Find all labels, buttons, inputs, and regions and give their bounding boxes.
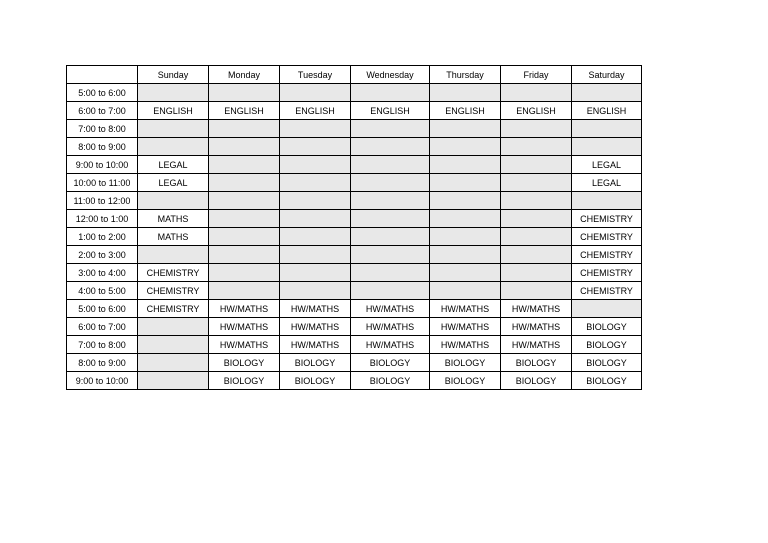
time-slot-label: 8:00 to 9:00: [67, 354, 138, 372]
schedule-cell: BIOLOGY: [351, 372, 430, 390]
schedule-cell: [430, 192, 501, 210]
day-header-saturday: Saturday: [572, 66, 642, 84]
schedule-cell: [209, 156, 280, 174]
table-row: [67, 336, 642, 354]
schedule-cell: [209, 282, 280, 300]
schedule-cell: [280, 264, 351, 282]
schedule-cell: [430, 264, 501, 282]
day-header-tuesday: Tuesday: [280, 66, 351, 84]
schedule-cell: [430, 84, 501, 102]
schedule-cell: [351, 138, 430, 156]
table-row: [67, 192, 642, 210]
schedule-cell: [501, 264, 572, 282]
table-row: [67, 210, 642, 228]
table-row: [67, 84, 642, 102]
schedule-cell: BIOLOGY: [430, 372, 501, 390]
schedule-cell: BIOLOGY: [572, 318, 642, 336]
schedule-cell: [209, 228, 280, 246]
schedule-cell: [572, 84, 642, 102]
table-row: [67, 264, 642, 282]
schedule-cell: [280, 138, 351, 156]
table-row: [67, 282, 642, 300]
schedule-cell: [501, 210, 572, 228]
schedule-cell: [209, 264, 280, 282]
schedule-cell: CHEMISTRY: [138, 264, 209, 282]
schedule-cell: [572, 300, 642, 318]
table-row: [67, 354, 642, 372]
time-slot-label: 11:00 to 12:00: [67, 192, 138, 210]
schedule-cell: CHEMISTRY: [138, 300, 209, 318]
schedule-cell: BIOLOGY: [501, 354, 572, 372]
time-slot-label: 5:00 to 6:00: [67, 300, 138, 318]
schedule-cell: [351, 282, 430, 300]
schedule-cell: HW/MATHS: [280, 318, 351, 336]
schedule-cell: [351, 228, 430, 246]
schedule-cell: [351, 210, 430, 228]
schedule-cell: ENGLISH: [209, 102, 280, 120]
schedule-cell: [138, 138, 209, 156]
schedule-cell: [280, 210, 351, 228]
schedule-cell: BIOLOGY: [501, 372, 572, 390]
schedule-cell: [209, 138, 280, 156]
schedule-cell: HW/MATHS: [430, 300, 501, 318]
schedule-cell: [209, 120, 280, 138]
schedule-cell: ENGLISH: [351, 102, 430, 120]
schedule-cell: HW/MATHS: [280, 300, 351, 318]
schedule-cell: [351, 246, 430, 264]
schedule-cell: [501, 282, 572, 300]
schedule-cell: [138, 336, 209, 354]
schedule-cell: BIOLOGY: [572, 372, 642, 390]
schedule-cell: [209, 210, 280, 228]
day-header-thursday: Thursday: [430, 66, 501, 84]
schedule-cell: [430, 228, 501, 246]
day-header-sunday: Sunday: [138, 66, 209, 84]
schedule-cell: [501, 246, 572, 264]
schedule-cell: [572, 138, 642, 156]
schedule-cell: [280, 84, 351, 102]
schedule-cell: CHEMISTRY: [572, 210, 642, 228]
schedule-cell: CHEMISTRY: [572, 282, 642, 300]
schedule-cell: CHEMISTRY: [572, 246, 642, 264]
schedule-cell: [209, 246, 280, 264]
table-row: [67, 228, 642, 246]
schedule-cell: [501, 138, 572, 156]
schedule-cell: HW/MATHS: [501, 300, 572, 318]
schedule-cell: [430, 210, 501, 228]
schedule-cell: [138, 318, 209, 336]
schedule-cell: [501, 84, 572, 102]
time-slot-label: 10:00 to 11:00: [67, 174, 138, 192]
day-header-wednesday: Wednesday: [351, 66, 430, 84]
day-header-monday: Monday: [209, 66, 280, 84]
schedule-cell: HW/MATHS: [351, 300, 430, 318]
schedule-cell: ENGLISH: [138, 102, 209, 120]
timetable-header: [67, 66, 642, 84]
schedule-cell: [138, 246, 209, 264]
schedule-cell: ENGLISH: [430, 102, 501, 120]
table-row: [67, 138, 642, 156]
time-slot-label: 4:00 to 5:00: [67, 282, 138, 300]
table-row: [67, 372, 642, 390]
time-slot-label: 9:00 to 10:00: [67, 156, 138, 174]
time-slot-label: 7:00 to 8:00: [67, 336, 138, 354]
schedule-cell: HW/MATHS: [280, 336, 351, 354]
schedule-cell: [572, 120, 642, 138]
time-slot-label: 6:00 to 7:00: [67, 318, 138, 336]
schedule-cell: [430, 156, 501, 174]
schedule-cell: [280, 174, 351, 192]
schedule-cell: [209, 192, 280, 210]
schedule-cell: HW/MATHS: [209, 336, 280, 354]
day-header-friday: Friday: [501, 66, 572, 84]
corner-cell: [67, 66, 138, 84]
schedule-cell: HW/MATHS: [501, 336, 572, 354]
timetable-body: [67, 84, 642, 390]
time-slot-label: 9:00 to 10:00: [67, 372, 138, 390]
table-row: [67, 102, 642, 120]
schedule-cell: [351, 84, 430, 102]
schedule-cell: [280, 228, 351, 246]
schedule-cell: [351, 264, 430, 282]
schedule-cell: [501, 174, 572, 192]
schedule-cell: [280, 282, 351, 300]
schedule-cell: CHEMISTRY: [572, 228, 642, 246]
schedule-cell: [209, 174, 280, 192]
schedule-cell: [209, 84, 280, 102]
schedule-cell: LEGAL: [138, 174, 209, 192]
schedule-cell: [138, 120, 209, 138]
time-slot-label: 7:00 to 8:00: [67, 120, 138, 138]
schedule-cell: [501, 228, 572, 246]
time-slot-label: 6:00 to 7:00: [67, 102, 138, 120]
schedule-cell: BIOLOGY: [351, 354, 430, 372]
table-row: [67, 174, 642, 192]
header-row: [67, 66, 642, 84]
table-row: [67, 318, 642, 336]
schedule-cell: LEGAL: [572, 156, 642, 174]
schedule-cell: [572, 192, 642, 210]
schedule-cell: [351, 174, 430, 192]
schedule-cell: HW/MATHS: [501, 318, 572, 336]
schedule-cell: [280, 192, 351, 210]
time-slot-label: 5:00 to 6:00: [67, 84, 138, 102]
schedule-cell: HW/MATHS: [351, 336, 430, 354]
schedule-cell: HW/MATHS: [209, 300, 280, 318]
schedule-cell: [138, 192, 209, 210]
time-slot-label: 2:00 to 3:00: [67, 246, 138, 264]
schedule-cell: [138, 354, 209, 372]
schedule-cell: HW/MATHS: [430, 336, 501, 354]
schedule-cell: [351, 192, 430, 210]
schedule-cell: [501, 120, 572, 138]
schedule-cell: MATHS: [138, 228, 209, 246]
table-row: [67, 120, 642, 138]
schedule-cell: HW/MATHS: [209, 318, 280, 336]
schedule-cell: BIOLOGY: [209, 372, 280, 390]
schedule-cell: LEGAL: [138, 156, 209, 174]
schedule-cell: [501, 156, 572, 174]
schedule-cell: [430, 246, 501, 264]
table-row: [67, 156, 642, 174]
schedule-cell: [280, 156, 351, 174]
table-row: [67, 300, 642, 318]
schedule-cell: BIOLOGY: [572, 336, 642, 354]
schedule-cell: [430, 138, 501, 156]
schedule-cell: ENGLISH: [501, 102, 572, 120]
schedule-cell: BIOLOGY: [209, 354, 280, 372]
schedule-cell: BIOLOGY: [280, 372, 351, 390]
schedule-cell: ENGLISH: [572, 102, 642, 120]
schedule-cell: [351, 120, 430, 138]
schedule-cell: BIOLOGY: [280, 354, 351, 372]
time-slot-label: 3:00 to 4:00: [67, 264, 138, 282]
weekly-timetable: [66, 65, 642, 390]
schedule-cell: [280, 120, 351, 138]
schedule-cell: [280, 246, 351, 264]
time-slot-label: 8:00 to 9:00: [67, 138, 138, 156]
schedule-cell: [351, 156, 430, 174]
schedule-cell: HW/MATHS: [430, 318, 501, 336]
schedule-cell: MATHS: [138, 210, 209, 228]
schedule-cell: CHEMISTRY: [572, 264, 642, 282]
schedule-cell: [430, 282, 501, 300]
schedule-cell: CHEMISTRY: [138, 282, 209, 300]
time-slot-label: 1:00 to 2:00: [67, 228, 138, 246]
schedule-cell: [430, 120, 501, 138]
schedule-cell: [138, 372, 209, 390]
schedule-cell: BIOLOGY: [572, 354, 642, 372]
schedule-cell: HW/MATHS: [351, 318, 430, 336]
table-row: [67, 246, 642, 264]
schedule-cell: [138, 84, 209, 102]
time-slot-label: 12:00 to 1:00: [67, 210, 138, 228]
schedule-cell: [430, 174, 501, 192]
schedule-cell: [501, 192, 572, 210]
schedule-cell: BIOLOGY: [430, 354, 501, 372]
schedule-cell: LEGAL: [572, 174, 642, 192]
schedule-cell: ENGLISH: [280, 102, 351, 120]
